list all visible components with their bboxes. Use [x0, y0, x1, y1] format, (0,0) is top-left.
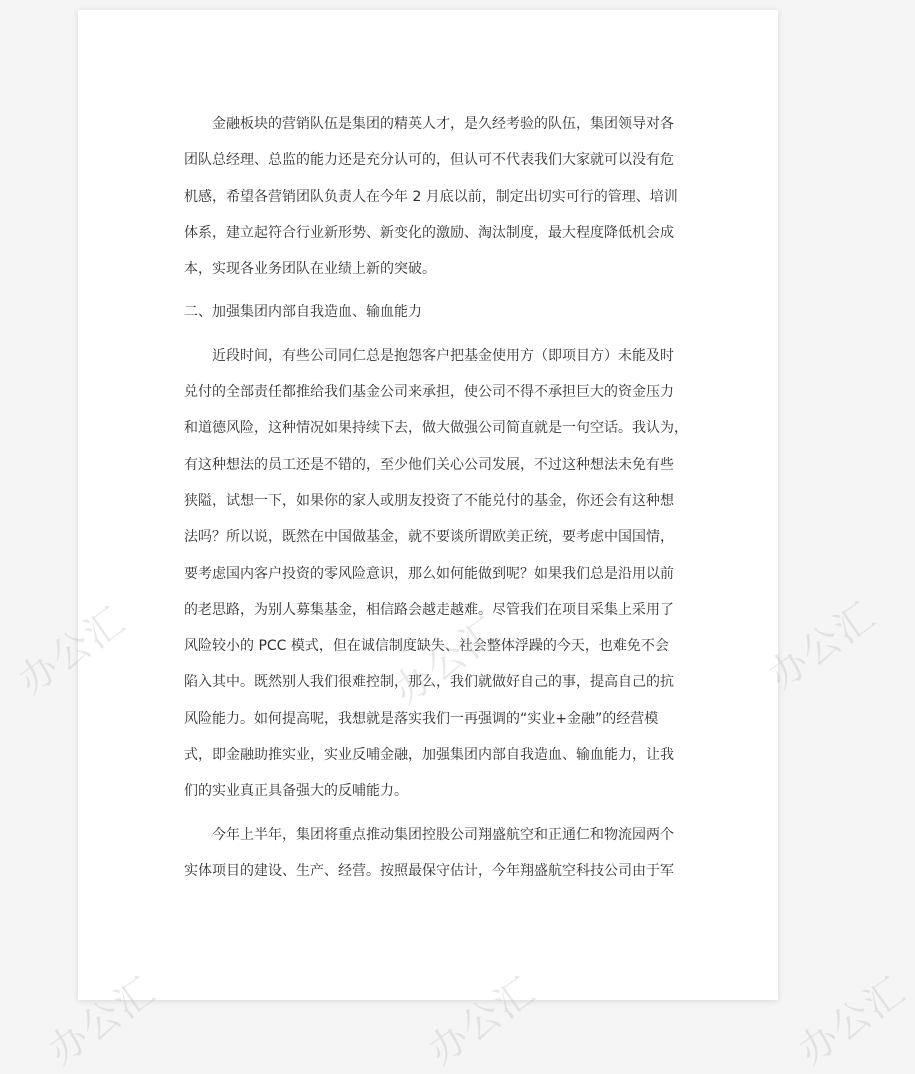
text-line: 们的实业真正具备强大的反哺能力。 — [184, 783, 408, 800]
text-line: 实体项目的建设、生产、经营。按照最保守估计，今年翔盛航空科技公司由于军 — [184, 862, 674, 879]
paragraph-3 — [184, 817, 684, 890]
watermark: 办公汇 — [385, 607, 509, 713]
document-page — [78, 10, 778, 1000]
text-line: 式，即金融助推实业，实业反哺金融，加强集团内部自我造血、输血能力，让我 — [184, 747, 674, 764]
text-line: 陷入其中。既然别人我们很难控制，那么，我们就做好自己的事，提高自己的抗 — [184, 674, 674, 691]
text-line: 风险较小的 PCC 模式，但在诚信制度缺失、社会整体浮躁的今天，也难免不会 — [184, 638, 669, 655]
text-line: 机感，希望各营销团队负责人在今年 2 月底以前，制定出切实可行的管理、培训 — [184, 188, 678, 205]
text-line: 体系，建立起符合行业新形势、新变化的激励、淘汰制度，最大程度降低机会成 — [184, 224, 674, 241]
text-line: 法吗？所以说，既然在中国做基金，就不要谈所谓欧美正统，要考虑中国国情， — [184, 529, 674, 546]
text-line: 和道德风险，这种情况如果持续下去，做大做强公司简直就是一句空话。我认为， — [184, 420, 688, 437]
watermark: 办公汇 — [760, 592, 884, 698]
watermark: 办公汇 — [10, 597, 134, 703]
text-line: 狭隘，试想一下，如果你的家人或朋友投资了不能兑付的基金，你还会有这种想 — [184, 492, 674, 509]
paragraph-2 — [184, 338, 688, 810]
watermark: 办公汇 — [420, 967, 544, 1073]
text-line: 金融板块的营销队伍是集团的精英人才，是久经考验的队伍，集团领导对各 — [212, 116, 674, 132]
text-line: 近段时间，有些公司同仁总是抱怨客户把基金使用方（即项目方）未能及时 — [212, 347, 674, 364]
watermark: 办公汇 — [790, 967, 914, 1073]
text-line: 本，实现各业务团队在业绩上新的突破。 — [184, 261, 436, 278]
text-line: 要考虑国内客户投资的零风险意识，那么如何能做到呢？如果我们总是沿用以前 — [184, 565, 674, 582]
watermark: 办公汇 — [40, 967, 164, 1073]
section-heading: 二、加强集团内部自我造血、输血能力 — [184, 304, 422, 321]
text-line: 团队总经理、总监的能力还是充分认可的，但认可不代表我们大家就可以没有危 — [184, 152, 674, 169]
text-line: 今年上半年，集团将重点推动集团控股公司翔盛航空和正通仁和物流园两个 — [212, 826, 674, 843]
text-line: 的老思路，为别人募集基金，相信路会越走越难。尽管我们在项目采集上采用了 — [184, 601, 674, 618]
text-line: 兑付的全部责任都推给我们基金公司来承担，使公司不得不承担巨大的资金压力 — [184, 384, 674, 401]
document-body — [184, 106, 688, 889]
paragraph-1 — [184, 106, 684, 287]
text-line: 风险能力。如何提高呢，我想就是落实我们一再强调的“实业+金融”的经营模 — [184, 710, 659, 727]
text-line: 有这种想法的员工还是不错的，至少他们关心公司发展，不过这种想法未免有些 — [184, 456, 674, 473]
